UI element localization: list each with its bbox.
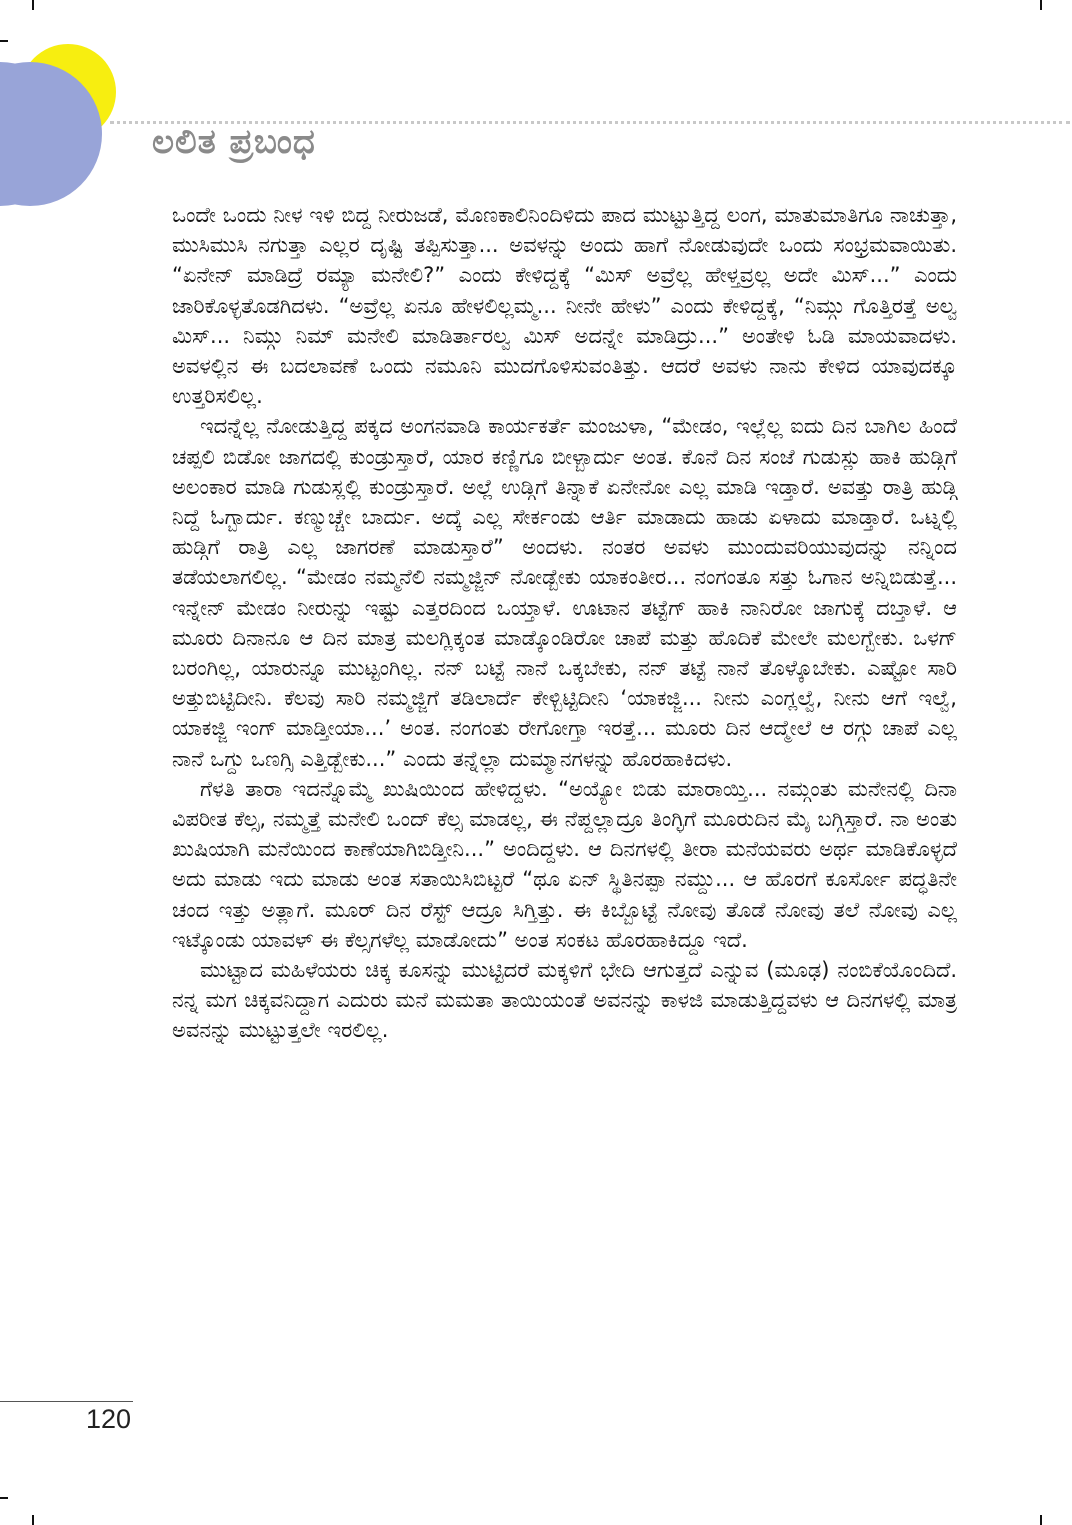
paragraph-3: ಗೆಳತಿ ತಾರಾ ಇದನ್ನೊಮ್ಮೆ ಖುಷಿಯಿಂದ ಹೇಳಿದ್ದಳು. “ಅಯ್ಯೋ ಬಿಡು ಮಾರಾಯ್ತಿ... ನಮ್ಗಂತು ಮನೇನಲ್ಲಿ ದಿನಾ ವಿಪರೀತ ಕೆಲ್ಸ, ನಮ್ಮತ್ತೆ ಮನೇಲಿ ಒಂದ್ ಕೆಲ್ಸ ಮಾಡಲ್ಲ, ಈ ನೆಪ್ದಲ್ಲಾದ್ರೂ ತಿಂಗ್ಳಿಗೆ ಮೂರುದಿನ ಮೈ ಬಗ್ಗಿಸ್ತಾರೆ. ನಾ ಅಂತು ಖುಷಿಯಾಗಿ ಮನೆಯಿಂದ ಕಾಣೆಯಾಗಿಬಿಡ್ತೀನಿ...” ಅಂದಿದ್ದಳು. ಆ ದಿನಗಳಲ್ಲಿ ತೀರಾ ಮನೆಯವರು ಅರ್ಥ ಮಾಡಿಕೊಳ್ಳದೆ ಅದು ಮಾಡು ಇದು ಮಾಡು ಅಂತ ಸತಾಯಿಸಿಬಿಟ್ಟರೆ “ಥೂ ಏನ್ ಸ್ಥಿತಿನಪ್ಪಾ ನಮ್ದು... ಆ ಹೊರಗೆ ಕೂರ್ಸೋ ಪದ್ಧತಿನೇ ಚಂದ ಇತ್ತು ಅತ್ಲಾಗೆ. ಮೂರ್ ದಿನ ರೆಸ್ಟ್ ಆದ್ರೂ ಸಿಗ್ತಿತ್ತು. ಈ ಕಿಬ್ಬೊಟ್ಟೆ ನೋವು ತೊಡೆ ನೋವು ತಲೆ ನೋವು ಎಲ್ಲ ಇಟ್ಕೊಂಡು ಯಾವಳ್ ಈ ಕೆಲ್ಸಗಳೆಲ್ಲ ಮಾಡೋದು” ಅಂತ ಸಂಕಟ ಹೊರಹಾಕಿದ್ದೂ ಇದೆ. xyxy=(172,776,957,952)
crop-mark-top-right xyxy=(1040,0,1042,10)
crop-mark-bottom-right xyxy=(1040,1515,1042,1525)
header-decoration xyxy=(0,0,200,220)
page-number: 120 xyxy=(86,1404,132,1434)
section-title: ಲಲಿತ ಪ್ರಬಂಧ xyxy=(152,122,316,162)
article-body xyxy=(172,200,957,1046)
crop-mark-left-lower xyxy=(0,1497,8,1499)
crop-mark-bottom-left xyxy=(32,1515,34,1525)
footer-rule xyxy=(0,1401,133,1402)
paragraph-1: ಒಂದೇ ಒಂದು ನೀಳ ಇಳಿ ಬಿದ್ದ ನೀರುಜಡೆ, ಮೊಣಕಾಲಿನಿಂದಿಳಿದು ಪಾದ ಮುಟ್ಟುತ್ತಿದ್ದ ಲಂಗ, ಮಾತುಮಾತಿಗೂ ನಾಚುತ್ತಾ, ಮುಸಿಮುಸಿ ನಗುತ್ತಾ ಎಲ್ಲರ ದೃಷ್ಟಿ ತಪ್ಪಿಸುತ್ತಾ... ಅವಳನ್ನು ಅಂದು ಹಾಗೆ ನೋಡುವುದೇ ಒಂದು ಸಂಭ್ರಮವಾಯಿತು. “ಏನೇನ್ ಮಾಡಿದ್ರೆ ರಮ್ಯಾ ಮನೇಲಿ?” ಎಂದು ಕೇಳಿದ್ದಕ್ಕೆ “ಮಿಸ್ ಅವ್ರೆಲ್ಲ ಹೇಳ್ತವ್ರಲ್ಲ ಅದೇ ಮಿಸ್...” ಎಂದು ಜಾರಿಕೊಳ್ಳತೊಡಗಿದಳು. “ಅವ್ರೆಲ್ಲ ಏನೂ ಹೇಳಲಿಲ್ಲಮ್ಮ... ನೀನೇ ಹೇಳು” ಎಂದು ಕೇಳಿದ್ದಕ್ಕೆ, “ನಿಮ್ಗು ಗೊತ್ತಿರತ್ತೆ ಅಲ್ವ ಮಿಸ್... ನಿಮ್ಗು ನಿಮ್ ಮನೇಲಿ ಮಾಡಿರ್ತಾರಲ್ವ ಮಿಸ್ ಅದನ್ನೇ ಮಾಡಿದ್ರು...” ಅಂತೇಳಿ ಓಡಿ ಮಾಯವಾದಳು. ಅವಳಲ್ಲಿನ ಈ ಬದಲಾವಣೆ ಒಂದು ನಮೂನಿ ಮುದಗೊಳಿಸುವಂತಿತ್ತು. ಆದರೆ ಅವಳು ನಾನು ಕೇಳಿದ ಯಾವುದಕ್ಕೂ ಉತ್ತರಿಸಲಿಲ್ಲ. xyxy=(172,203,957,409)
paragraph-4: ಮುಟ್ಟಾದ ಮಹಿಳೆಯರು ಚಿಕ್ಕ ಕೂಸನ್ನು ಮುಟ್ಟಿದರೆ ಮಕ್ಕಳಿಗೆ ಭೇದಿ ಆಗುತ್ತದೆ ಎನ್ನುವ (ಮೂಢ) ನಂಬಿಕೆಯೊಂದಿದೆ. ನನ್ನ ಮಗ ಚಿಕ್ಕವನಿದ್ದಾಗ ಎದುರು ಮನೆ ಮಮತಾ ತಾಯಿಯಂತೆ ಅವನನ್ನು ಕಾಳಜಿ ಮಾಡುತ್ತಿದ್ದವಳು ಆ ದಿನಗಳಲ್ಲಿ ಮಾತ್ರ ಅವನನ್ನು ಮುಟ್ಟುತ್ತಲೇ ಇರಲಿಲ್ಲ. xyxy=(172,958,957,1043)
paragraph-2: ಇದನ್ನೆಲ್ಲ ನೋಡುತ್ತಿದ್ದ ಪಕ್ಕದ ಅಂಗನವಾಡಿ ಕಾರ್ಯಕರ್ತೆ ಮಂಜುಳಾ, “ಮೇಡಂ, ಇಲ್ಲೆಲ್ಲ ಐದು ದಿನ ಬಾಗಿಲ ಹಿಂದೆ ಚಪ್ಪಲಿ ಬಿಡೋ ಜಾಗದಲ್ಲಿ ಕುಂಡ್ರುಸ್ತಾರೆ, ಯಾರ ಕಣ್ಣಿಗೂ ಬೀಳ್ಬಾರ್ದು ಅಂತ. ಕೊನೆ ದಿನ ಸಂಜೆ ಗುಡುಸ್ಲು ಹಾಕಿ ಹುಡ್ಗಿಗೆ ಅಲಂಕಾರ ಮಾಡಿ ಗುಡುಸ್ಲಲ್ಲಿ ಕುಂಡ್ರುಸ್ತಾರೆ. ಅಲ್ಲೆ ಉಡ್ಗಿಗೆ ತಿನ್ನಾಕೆ ಏನೇನೋ ಎಲ್ಲ ಮಾಡಿ ಇಡ್ತಾರೆ. ಅವತ್ತು ರಾತ್ರಿ ಹುಡ್ಗಿ ನಿದ್ದೆ ಓಗ್ಬಾರ್ದು. ಕಣ್ಮುಚ್ಚೇ ಬಾರ್ದು. ಅದ್ಕೆ ಎಲ್ಲ ಸೇರ್ಕಂಡು ಆರ್ತಿ ಮಾಡಾದು ಹಾಡು ಏಳಾದು ಮಾಡ್ತಾರೆ. ಒಟ್ನಲ್ಲಿ ಹುಡ್ಗಿಗೆ ರಾತ್ರಿ ಎಲ್ಲ ಜಾಗರಣೆ ಮಾಡುಸ್ತಾರೆ” ಅಂದಳು. ನಂತರ ಅವಳು ಮುಂದುವರಿಯುವುದನ್ನು ನನ್ನಿಂದ ತಡೆಯಲಾಗಲಿಲ್ಲ. “ಮೇಡಂ ನಮ್ಮನೆಲಿ ನಮ್ಮಜ್ಜಿನ್ ನೋಡ್ಬೇಕು ಯಾಕಂತೀರ... ನಂಗಂತೂ ಸತ್ತು ಓಗಾನ ಅನ್ನಿಬಿಡುತ್ತೆ... ಇನ್ನೇನ್ ಮೇಡಂ ನೀರುನ್ನು ಇಷ್ಟು ಎತ್ತರದಿಂದ ಒಯ್ತಾಳೆ. ಊಟಾನ ತಟ್ಟೆಗ್ ಹಾಕಿ ನಾನಿರೋ ಜಾಗುಕ್ಕೆ ದಬ್ತಾಳೆ. ಆ ಮೂರು ದಿನಾನೂ ಆ ದಿನ ಮಾತ್ರ ಮಲಗ್ಲಿಕ್ಕಂತ ಮಾಡ್ಕೊಂಡಿರೋ ಚಾಪೆ ಮತ್ತು ಹೊದಿಕೆ ಮೇಲೇ ಮಲಗ್ಬೇಕು. ಒಳಗ್ ಬರಂಗಿಲ್ಲ, ಯಾರುನ್ನೂ ಮುಟ್ಟಂಗಿಲ್ಲ. ನನ್ ಬಟ್ಟೆ ನಾನೆ ಒಕ್ಕಬೇಕು, ನನ್ ತಟ್ಟೆ ನಾನೆ ತೊಳ್ಕೊಬೇಕು. ಎಷ್ಟೋ ಸಾರಿ ಅತ್ತುಬಿಟ್ಟಿದೀನಿ. ಕೆಲವು ಸಾರಿ ನಮ್ಮಜ್ಜಿಗೆ ತಡಿಲಾರ್ದೆ ಕೇಳ್ಬಿಟ್ಟಿದೀನಿ ‘ಯಾಕಜ್ಜಿ... ನೀನು ಎಂಗ್ಲಲ್ವೆ, ನೀನು ಆಗೆ ಇಲ್ವೆ, ಯಾಕಜ್ಜಿ ಇಂಗ್ ಮಾಡ್ತೀಯಾ...’ ಅಂತ. ನಂಗಂತು ರೇಗೋಗ್ತಾ ಇರತ್ತೆ... ಮೂರು ದಿನ ಆದ್ಮೇಲೆ ಆ ರಗ್ಗು ಚಾಪೆ ಎಲ್ಲ ನಾನೆ ಒಗ್ದು ಒಣಗ್ಸಿ ಎತ್ತಿಡ್ಬೇಕು...” ಎಂದು ತನ್ನೆಲ್ಲಾ ದುಮ್ಮಾನಗಳನ್ನು ಹೊರಹಾಕಿದಳು. xyxy=(172,414,957,771)
